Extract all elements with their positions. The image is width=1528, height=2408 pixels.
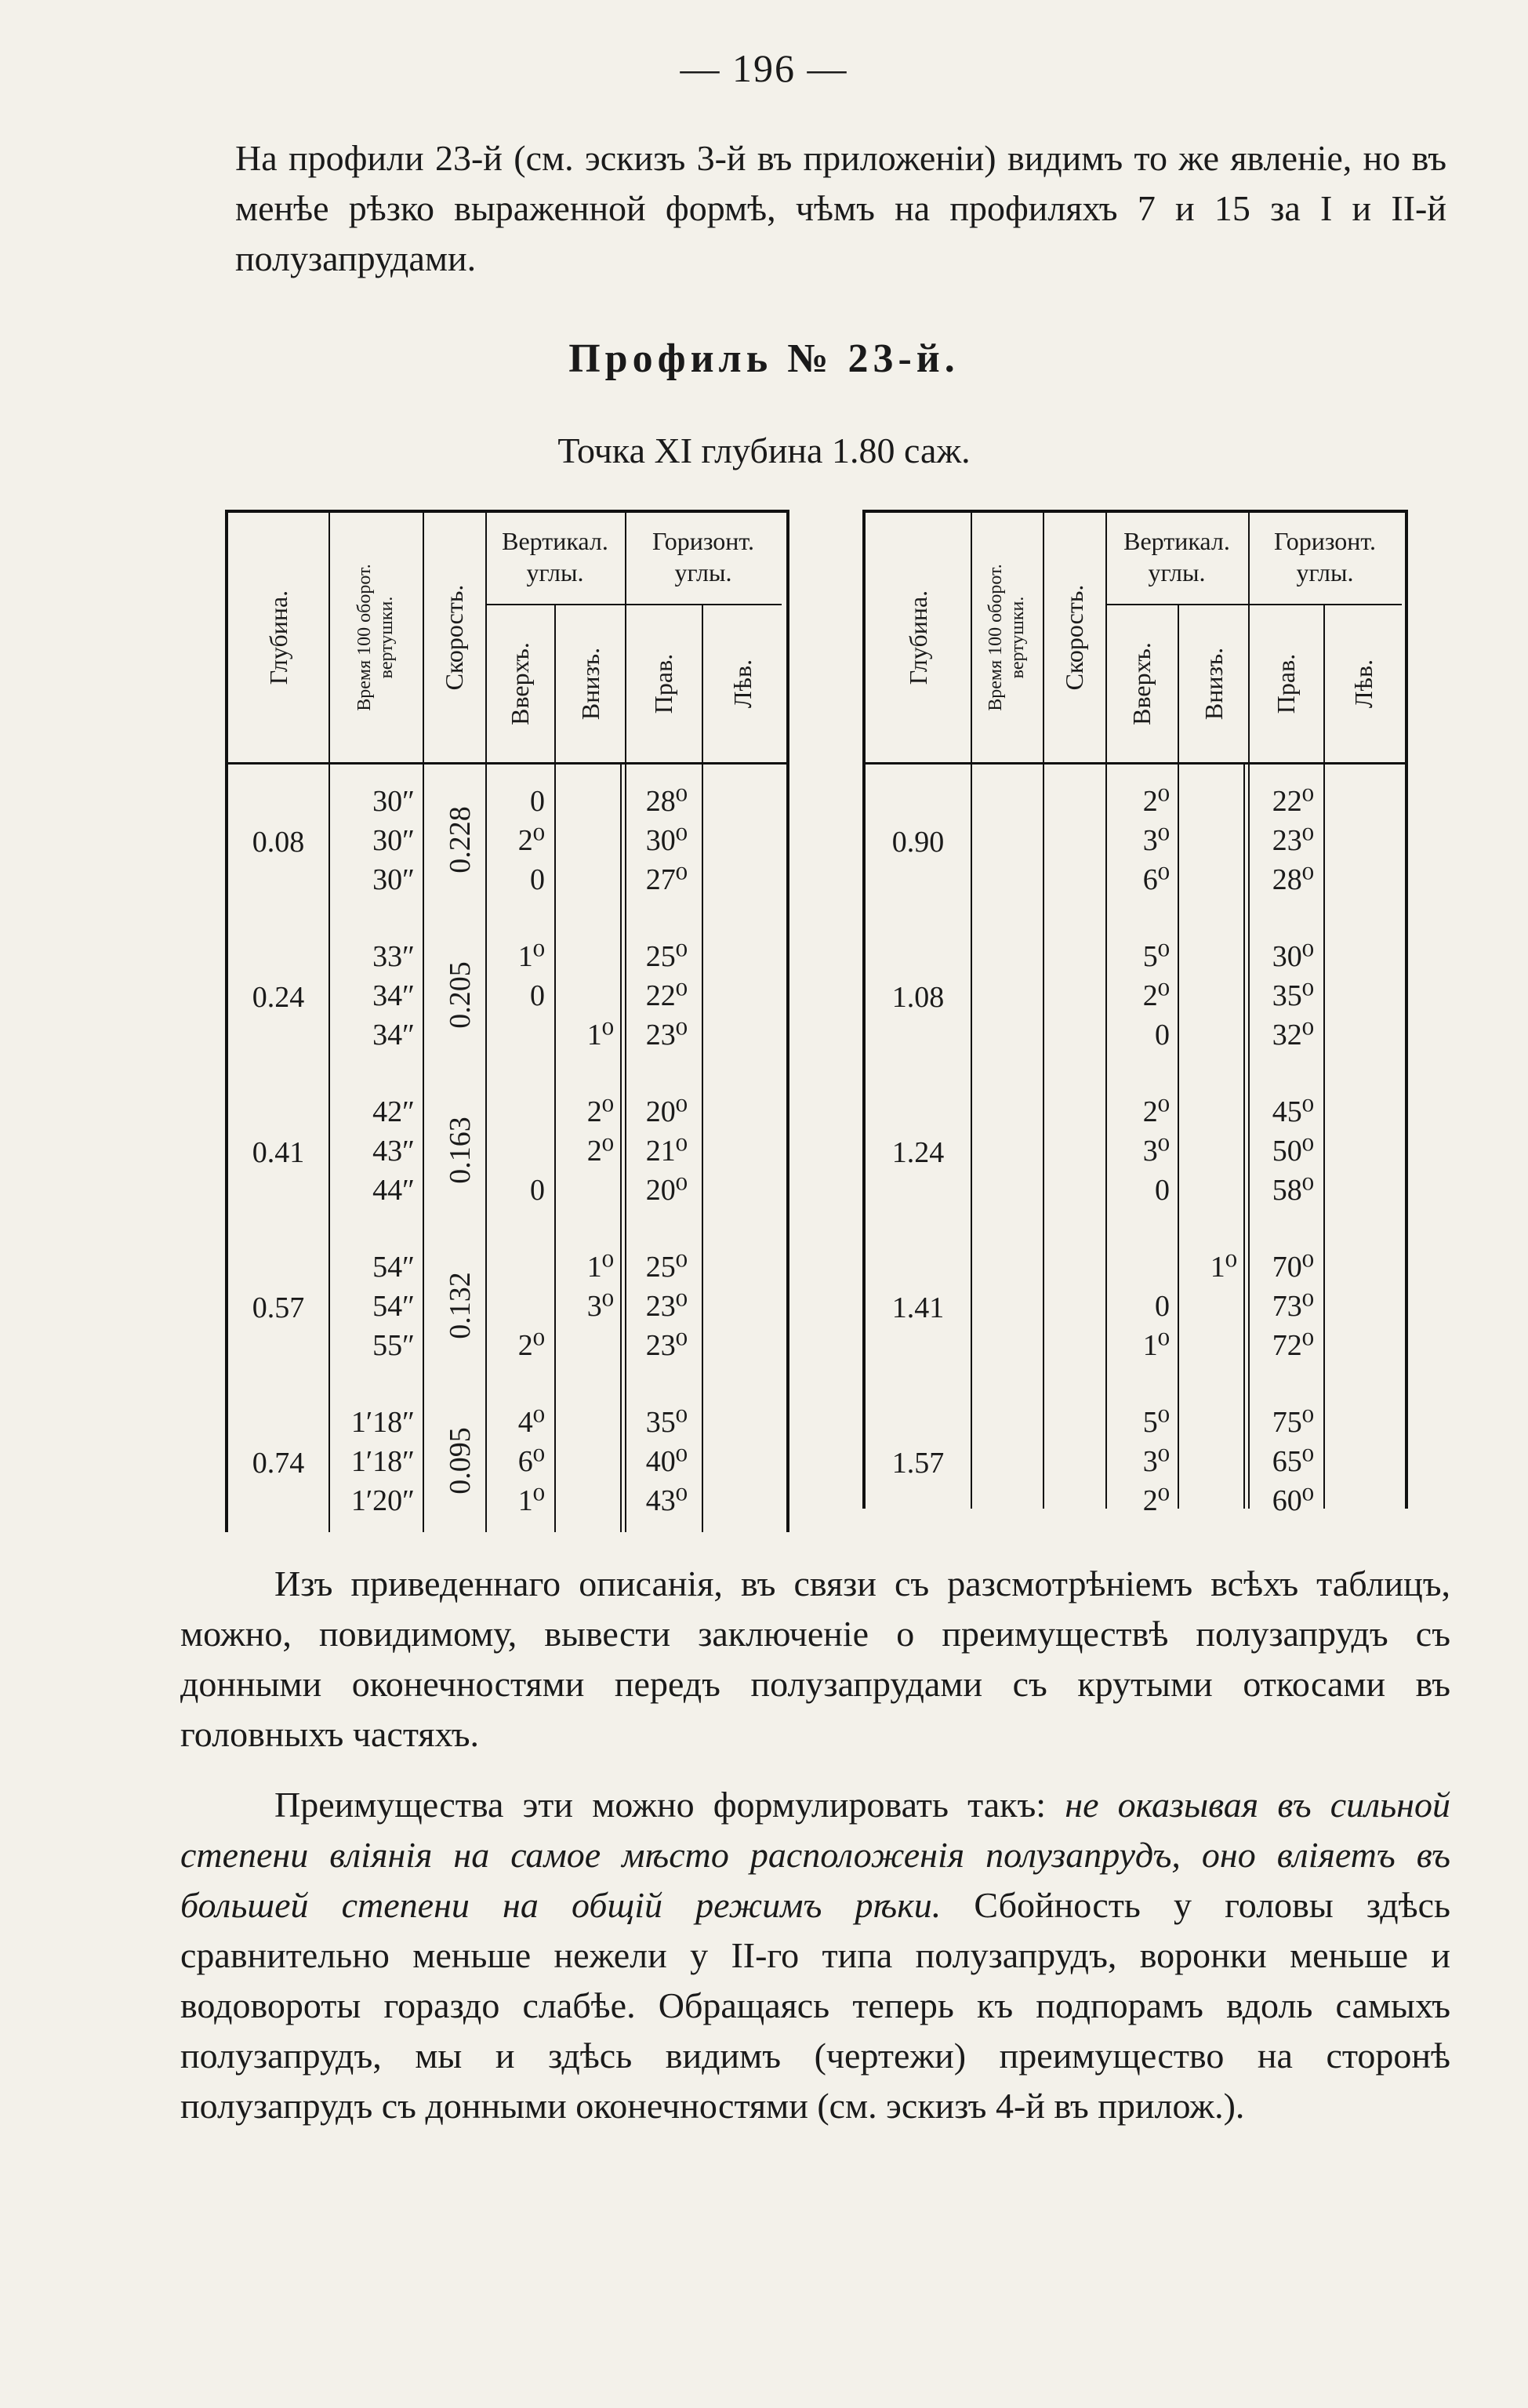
vertical-up-cell: 0 [530, 785, 545, 818]
horizontal-right-cell: 35⁰ [645, 1406, 688, 1439]
horizontal-right-cell: 40⁰ [645, 1445, 688, 1478]
header-time: Время 100 оборот. вертушки. [354, 564, 397, 711]
horizontal-right-cell: 32⁰ [1272, 1019, 1314, 1051]
vertical-up-cell: 1⁰ [517, 1484, 545, 1517]
header-vertical: Вертикал. углы. [1105, 518, 1248, 605]
vertical-up-cell: 6⁰ [1142, 863, 1170, 896]
header-up: Вверхъ. [1127, 642, 1156, 725]
horizontal-right-cell: 25⁰ [645, 940, 688, 973]
vertical-down-cell: 1⁰ [586, 1019, 614, 1051]
vertical-up-cell: 2⁰ [517, 1329, 545, 1362]
vertical-up-cell: 0 [530, 863, 545, 896]
horizontal-right-cell: 20⁰ [645, 1095, 688, 1128]
vertical-up-cell: 3⁰ [1142, 1135, 1170, 1168]
time-cell: 42″ [372, 1095, 415, 1128]
table-header [866, 513, 1405, 765]
vertical-down-cell: 2⁰ [586, 1095, 614, 1128]
time-cell: 55″ [372, 1329, 415, 1362]
advantages-lead: Преимущества эти можно формулировать такъ: [274, 1785, 1065, 1825]
section-subheading: Точка XI глубина 1.80 саж. [557, 430, 971, 470]
depth-cell: 1.08 [891, 981, 945, 1014]
horizontal-right-cell: 23⁰ [645, 1290, 688, 1323]
intro-paragraph: На профили 23-й (см. эскизъ 3-й въ приложеніи) видимъ то же явленіе, но въ менѣе рѣзко выраженной формѣ, чѣмъ на профиляхъ 7 и 15 за I и II-й полузапрудами. [235, 138, 1446, 278]
horizontal-right-cell: 23⁰ [645, 1329, 688, 1362]
vertical-up-cell: 3⁰ [1142, 1445, 1170, 1478]
table-body [866, 765, 1405, 1517]
table-body [228, 765, 786, 1532]
vertical-down-cell: 1⁰ [586, 1251, 614, 1284]
horizontal-right-cell: 28⁰ [645, 785, 688, 818]
header-left: Лѣв. [728, 659, 757, 709]
horizontal-right-cell: 50⁰ [1272, 1135, 1314, 1168]
header-right: Прав. [1272, 653, 1300, 714]
horizontal-right-cell: 43⁰ [645, 1484, 688, 1517]
horizontal-right-cell: 75⁰ [1272, 1406, 1314, 1439]
advantages-paragraph [180, 1780, 1450, 2131]
vertical-up-cell: 1⁰ [1142, 1329, 1170, 1362]
header-horizontal: Горизонт. углы. [625, 518, 782, 605]
vertical-up-cell: 0 [530, 1174, 545, 1207]
vertical-up-cell: 2⁰ [1142, 785, 1170, 818]
time-cell: 1′20″ [350, 1484, 415, 1517]
horizontal-right-cell: 65⁰ [1272, 1445, 1314, 1478]
horizontal-right-cell: 30⁰ [1272, 940, 1314, 973]
vertical-down-cell: 2⁰ [586, 1135, 614, 1168]
depth-cell: 0.57 [252, 1291, 305, 1324]
depth-cell: 0.08 [252, 826, 305, 859]
time-cell: 44″ [372, 1174, 415, 1207]
header-depth: Глубина. [264, 590, 292, 685]
vertical-up-cell: 4⁰ [517, 1406, 545, 1439]
depth-cell: 1.41 [891, 1291, 945, 1324]
header-right: Прав. [649, 653, 677, 714]
vertical-up-cell: 0 [1155, 1290, 1170, 1323]
horizontal-right-cell: 60⁰ [1272, 1484, 1314, 1517]
time-cell: 30″ [372, 824, 415, 857]
advantages-italic: не оказывая въ сильной степени вліянія на самое мѣсто расположенія полузапрудъ, оно вліяетъ въ большей степени на общій режимъ рѣки. [180, 1785, 1450, 1925]
time-cell: 30″ [372, 785, 415, 818]
header-down: Внизъ. [1200, 647, 1228, 721]
header-left: Лѣв. [1349, 659, 1377, 709]
time-cell: 1′18″ [350, 1445, 415, 1478]
vertical-up-cell: 2⁰ [517, 824, 545, 857]
horizontal-right-cell: 25⁰ [645, 1251, 688, 1284]
section-heading: Профиль № 23-й. [568, 336, 960, 381]
speed-cell: 0.163 [444, 1117, 477, 1184]
horizontal-right-cell: 27⁰ [645, 863, 688, 896]
horizontal-right-cell: 23⁰ [1272, 824, 1314, 857]
vertical-up-cell: 6⁰ [517, 1445, 545, 1478]
horizontal-right-cell: 45⁰ [1272, 1095, 1314, 1128]
measurement-table-left [225, 510, 789, 1532]
page-number: — 196 — [680, 46, 848, 90]
conclusion-paragraph [180, 1559, 1450, 1760]
vertical-up-cell: 2⁰ [1142, 979, 1170, 1012]
depth-cell: 1.24 [891, 1136, 945, 1169]
horizontal-right-cell: 22⁰ [1272, 785, 1314, 818]
depth-cell: 0.74 [252, 1447, 305, 1480]
horizontal-right-cell: 72⁰ [1272, 1329, 1314, 1362]
time-cell: 54″ [372, 1251, 415, 1284]
horizontal-right-cell: 70⁰ [1272, 1251, 1314, 1284]
time-cell: 1′18″ [350, 1406, 415, 1439]
time-cell: 33″ [372, 940, 415, 973]
header-time: Время 100 оборот. вертушки. [985, 564, 1028, 711]
horizontal-right-cell: 30⁰ [645, 824, 688, 857]
vertical-up-cell: 2⁰ [1142, 1095, 1170, 1128]
header-up: Вверхъ. [506, 642, 534, 725]
speed-cell: 0.228 [444, 806, 477, 873]
vertical-up-cell: 0 [1155, 1174, 1170, 1207]
horizontal-right-cell: 58⁰ [1272, 1174, 1314, 1207]
horizontal-right-cell: 21⁰ [645, 1135, 688, 1168]
vertical-up-cell: 0 [1155, 1019, 1170, 1051]
vertical-up-cell: 3⁰ [1142, 824, 1170, 857]
speed-cell: 0.205 [444, 961, 477, 1029]
header-down: Внизъ. [576, 647, 604, 721]
vertical-down-cell: 1⁰ [1210, 1251, 1237, 1284]
table-header [228, 513, 786, 765]
conclusion-text: Изъ приведеннаго описанія, въ связи съ разсмотрѣніемъ всѣхъ таблицъ, можно, повидимому, вывести заключеніе о преимуществѣ полузапрудъ съ донными оконечностями передъ полузапрудами съ крутыми откосами въ головныхъ частяхъ. [180, 1564, 1450, 1754]
horizontal-right-cell: 23⁰ [645, 1019, 688, 1051]
header-vertical: Вертикал. углы. [485, 518, 625, 605]
depth-cell: 0.41 [252, 1136, 305, 1169]
header-horizontal: Горизонт. углы. [1248, 518, 1402, 605]
advantages-rest: Сбойность у головы здѣсь сравнительно меньше нежели у II-го типа полузапрудъ, воронки меньше и водовороты гораздо слабѣе. Обращаясь теперь къ подпорамъ вдоль самыхъ полузапрудъ, мы и здѣсь видимъ (чертежи) преимущество на сторонѣ полузапрудъ съ донными оконечностями (см. эскизъ 4-й въ прилож.). [180, 1885, 1451, 2126]
depth-cell: 0.24 [252, 981, 305, 1014]
header-speed: Скорость. [1060, 584, 1088, 691]
vertical-up-cell: 0 [530, 979, 545, 1012]
depth-cell: 0.90 [891, 826, 945, 859]
horizontal-right-cell: 35⁰ [1272, 979, 1314, 1012]
header-depth: Глубина. [904, 590, 932, 685]
vertical-up-cell: 2⁰ [1142, 1484, 1170, 1517]
horizontal-right-cell: 22⁰ [645, 979, 688, 1012]
speed-cell: 0.132 [444, 1272, 477, 1339]
time-cell: 43″ [372, 1135, 415, 1168]
header-speed: Скорость. [440, 584, 468, 691]
time-cell: 54″ [372, 1290, 415, 1323]
vertical-down-cell: 3⁰ [586, 1290, 614, 1323]
vertical-up-cell: 5⁰ [1142, 1406, 1170, 1439]
vertical-up-cell: 1⁰ [517, 940, 545, 973]
time-cell: 34″ [372, 979, 415, 1012]
horizontal-right-cell: 20⁰ [645, 1174, 688, 1207]
time-cell: 34″ [372, 1019, 415, 1051]
time-cell: 30″ [372, 863, 415, 896]
measurement-table-right [862, 510, 1408, 1517]
vertical-up-cell: 5⁰ [1142, 940, 1170, 973]
depth-cell: 1.57 [891, 1447, 945, 1480]
horizontal-right-cell: 73⁰ [1272, 1290, 1314, 1323]
speed-cell: 0.095 [444, 1427, 477, 1495]
horizontal-right-cell: 28⁰ [1272, 863, 1314, 896]
